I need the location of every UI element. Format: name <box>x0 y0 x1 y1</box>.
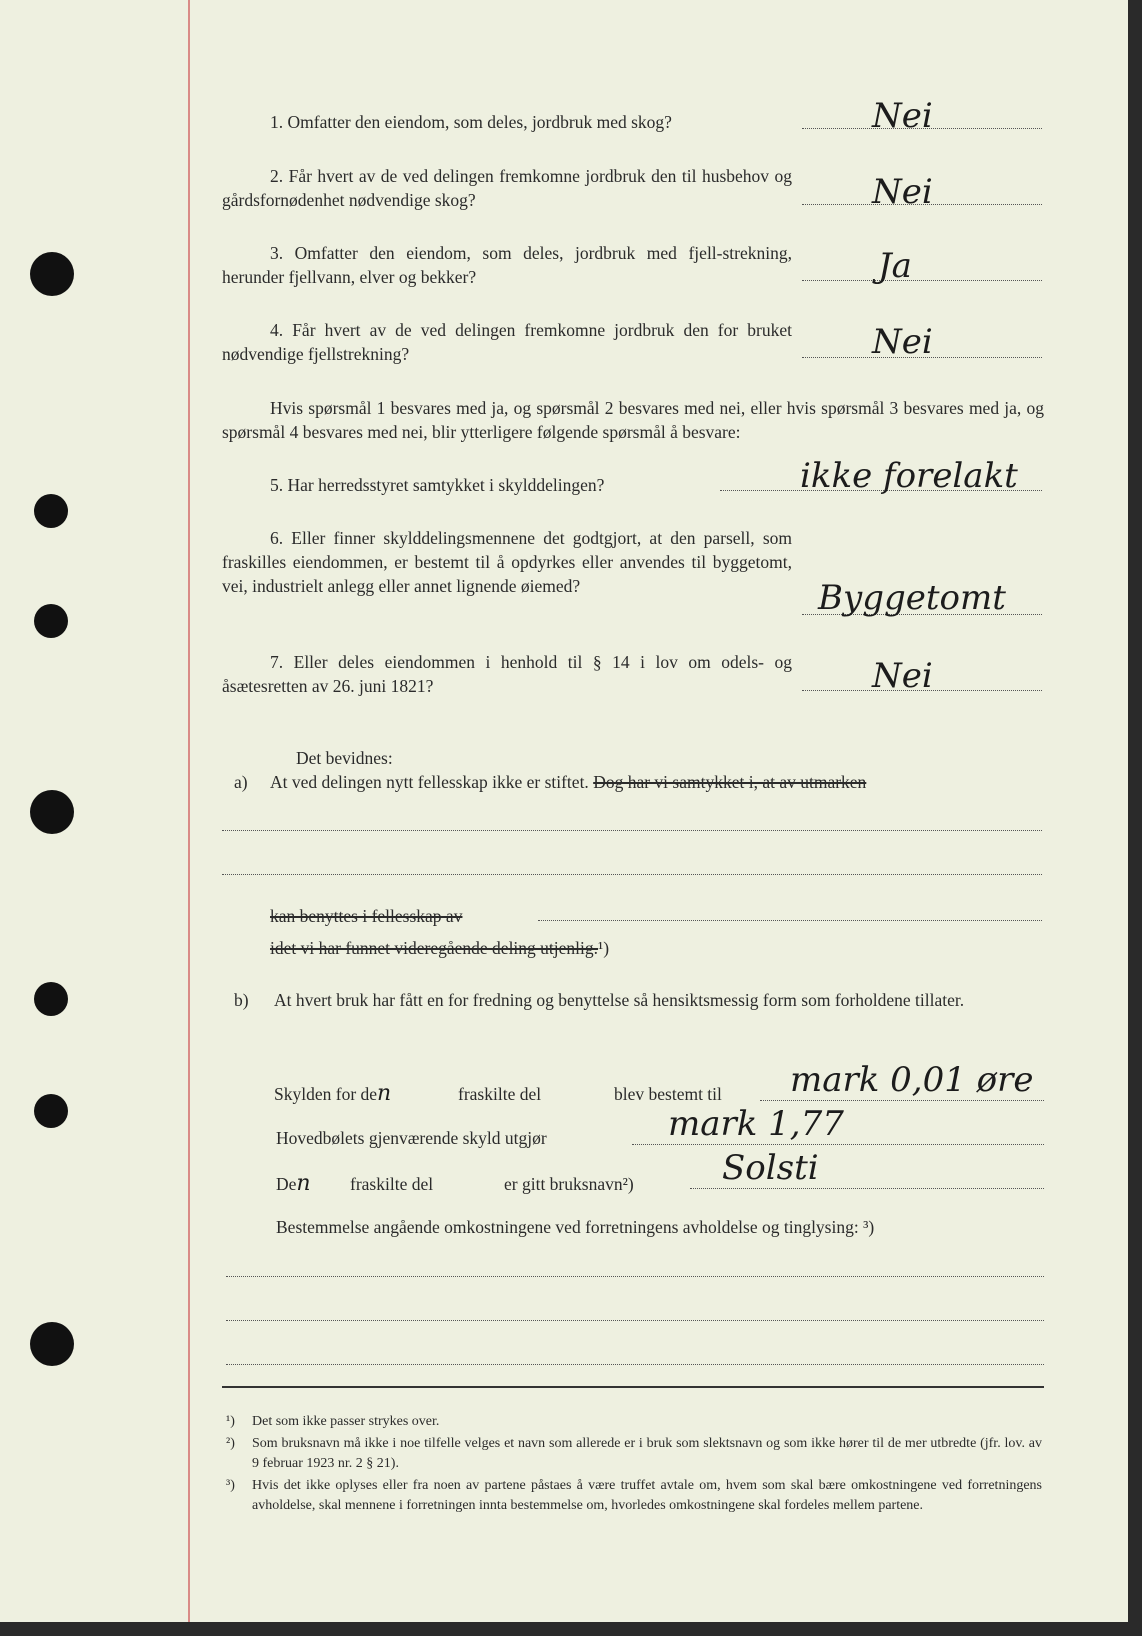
bruksnavn-value: Solsti <box>722 1148 819 1188</box>
question-2: 2. Får hvert av de ved delingen fremkomne jordbruk den til husbehov og gårdsfornødenhet nødvendige skog? <box>222 166 792 210</box>
answer-1: Nei <box>872 96 933 136</box>
footnote-ref-1: ¹) <box>598 938 610 958</box>
answer-line <box>802 280 1042 281</box>
clause-b-label: b) <box>234 990 249 1010</box>
margin-line <box>188 0 190 1622</box>
blank-line <box>226 1320 1044 1321</box>
question-4: 4. Får hvert av de ved delingen fremkomne jordbruk den for bruket nødvendige fjellstrekning? <box>222 320 792 364</box>
clause-a-struck-2: kan benyttes i fellesskap av <box>270 906 463 926</box>
footnote-2: ²) Som bruksnavn må ikke i noe tilfelle velges et navn som allerede er i bruk som slektsnavn og som ikke hører til de mer utbredte (jfr. lov. av 9 februar 1923 nr. 2 § 21). <box>226 1436 1042 1471</box>
skyld-line-1-a: Skylden for den <box>274 1081 392 1106</box>
answer-4: Nei <box>872 322 933 362</box>
handwritten-n: n <box>296 1171 311 1196</box>
footnote-3: ³) Hvis det ikke oplyses eller fra noen av partene påstaes å være truffet avtale om, hvem som skal bære omkostningene ved forretningens avholdelse, skal mennene i forretningen innta bestemmelse om, hvorledes omkostningene skal fordeles mellem partene. <box>226 1478 1042 1513</box>
blank-line <box>222 830 1042 831</box>
answer-3: Ja <box>878 246 912 286</box>
question-5: 5. Har herredsstyret samtykket i skylddelingen? <box>270 475 605 495</box>
answer-6: Byggetomt <box>818 578 1006 618</box>
question-3: 3. Omfatter den eiendom, som deles, jordbruk med fjell-strekning, herunder fjellvann, elver og bekker? <box>222 243 792 287</box>
footnote-1: ¹) Det som ikke passer strykes over. <box>226 1414 440 1429</box>
blank-line <box>538 920 1042 921</box>
question-6: 6. Eller finner skylddelingsmennene det godtgjort, at den parsell, som fraskilles eiendommen, er bestemt til å opdyrkes eller anvendes til byggetomt, vei, industrielt anlegg eller annet lignende øiemed? <box>222 528 792 596</box>
clause-a-text <box>270 772 866 792</box>
answer-line <box>632 1144 1044 1145</box>
skyld-value-1: mark 0,01 øre <box>790 1060 1034 1100</box>
question-1: 1. Omfatter den eiendom, som deles, jordbruk med skog? <box>270 112 672 132</box>
punch-hole <box>30 790 74 834</box>
costs-label: Bestemmelse angående omkostningene ved forretningens avholdelse og tinglysing: ³) <box>276 1217 875 1237</box>
blank-line <box>226 1276 1044 1277</box>
certify-heading: Det bevidnes: <box>296 748 393 768</box>
skyld-line-1-b: fraskilte del <box>458 1084 542 1104</box>
punch-hole <box>34 1094 68 1128</box>
footnote-rule <box>222 1386 1044 1388</box>
punch-hole <box>30 1322 74 1366</box>
answer-2: Nei <box>872 172 933 212</box>
intro-paragraph: Hvis spørsmål 1 besvares med ja, og spørsmål 2 besvares med nei, eller hvis spørsmål 3 besvares med ja, og spørsmål 4 besvares med nei, blir ytterligere følgende spørsmål å besvare: <box>222 398 1044 442</box>
skyld-line-3-b: fraskilte del <box>350 1174 434 1194</box>
skyld-value-2: mark 1,77 <box>668 1104 844 1144</box>
punch-hole <box>34 494 68 528</box>
punch-hole <box>34 604 68 638</box>
blank-line <box>226 1364 1044 1365</box>
clause-a-label: a) <box>234 772 248 792</box>
answer-7: Nei <box>872 656 933 696</box>
question-7: 7. Eller deles eiendommen i henhold til § 14 i lov om odels- og åsætesretten av 26. juni 1821? <box>222 652 792 696</box>
answer-5: ikke forelakt <box>800 456 1018 496</box>
answer-line <box>690 1188 1044 1189</box>
skyld-line-2: Hovedbølets gjenværende skyld utgjør <box>276 1128 547 1148</box>
skyld-line-3-a: Den <box>276 1171 311 1196</box>
blank-line <box>222 874 1042 875</box>
punch-hole <box>34 982 68 1016</box>
clause-a-struck: Dog har vi samtykket i, at av utmarken <box>593 772 867 792</box>
clause-a-struck-3: idet vi har funnet videregående deling utjenlig. <box>270 938 599 958</box>
handwritten-n: n <box>377 1081 392 1106</box>
clause-a-main: At ved delingen nytt fellesskap ikke er stiftet. <box>270 772 589 792</box>
skyld-line-3-c: er gitt bruksnavn²) <box>504 1174 634 1194</box>
skyld-line-1-c: blev bestemt til <box>614 1084 722 1104</box>
answer-line <box>760 1100 1044 1101</box>
punch-hole <box>30 252 74 296</box>
clause-a-struck-3-line <box>270 938 609 958</box>
clause-b-text: At hvert bruk har fått en for fredning og benyttelse så hensiktsmessig form som forholdene tillater. <box>274 990 965 1010</box>
